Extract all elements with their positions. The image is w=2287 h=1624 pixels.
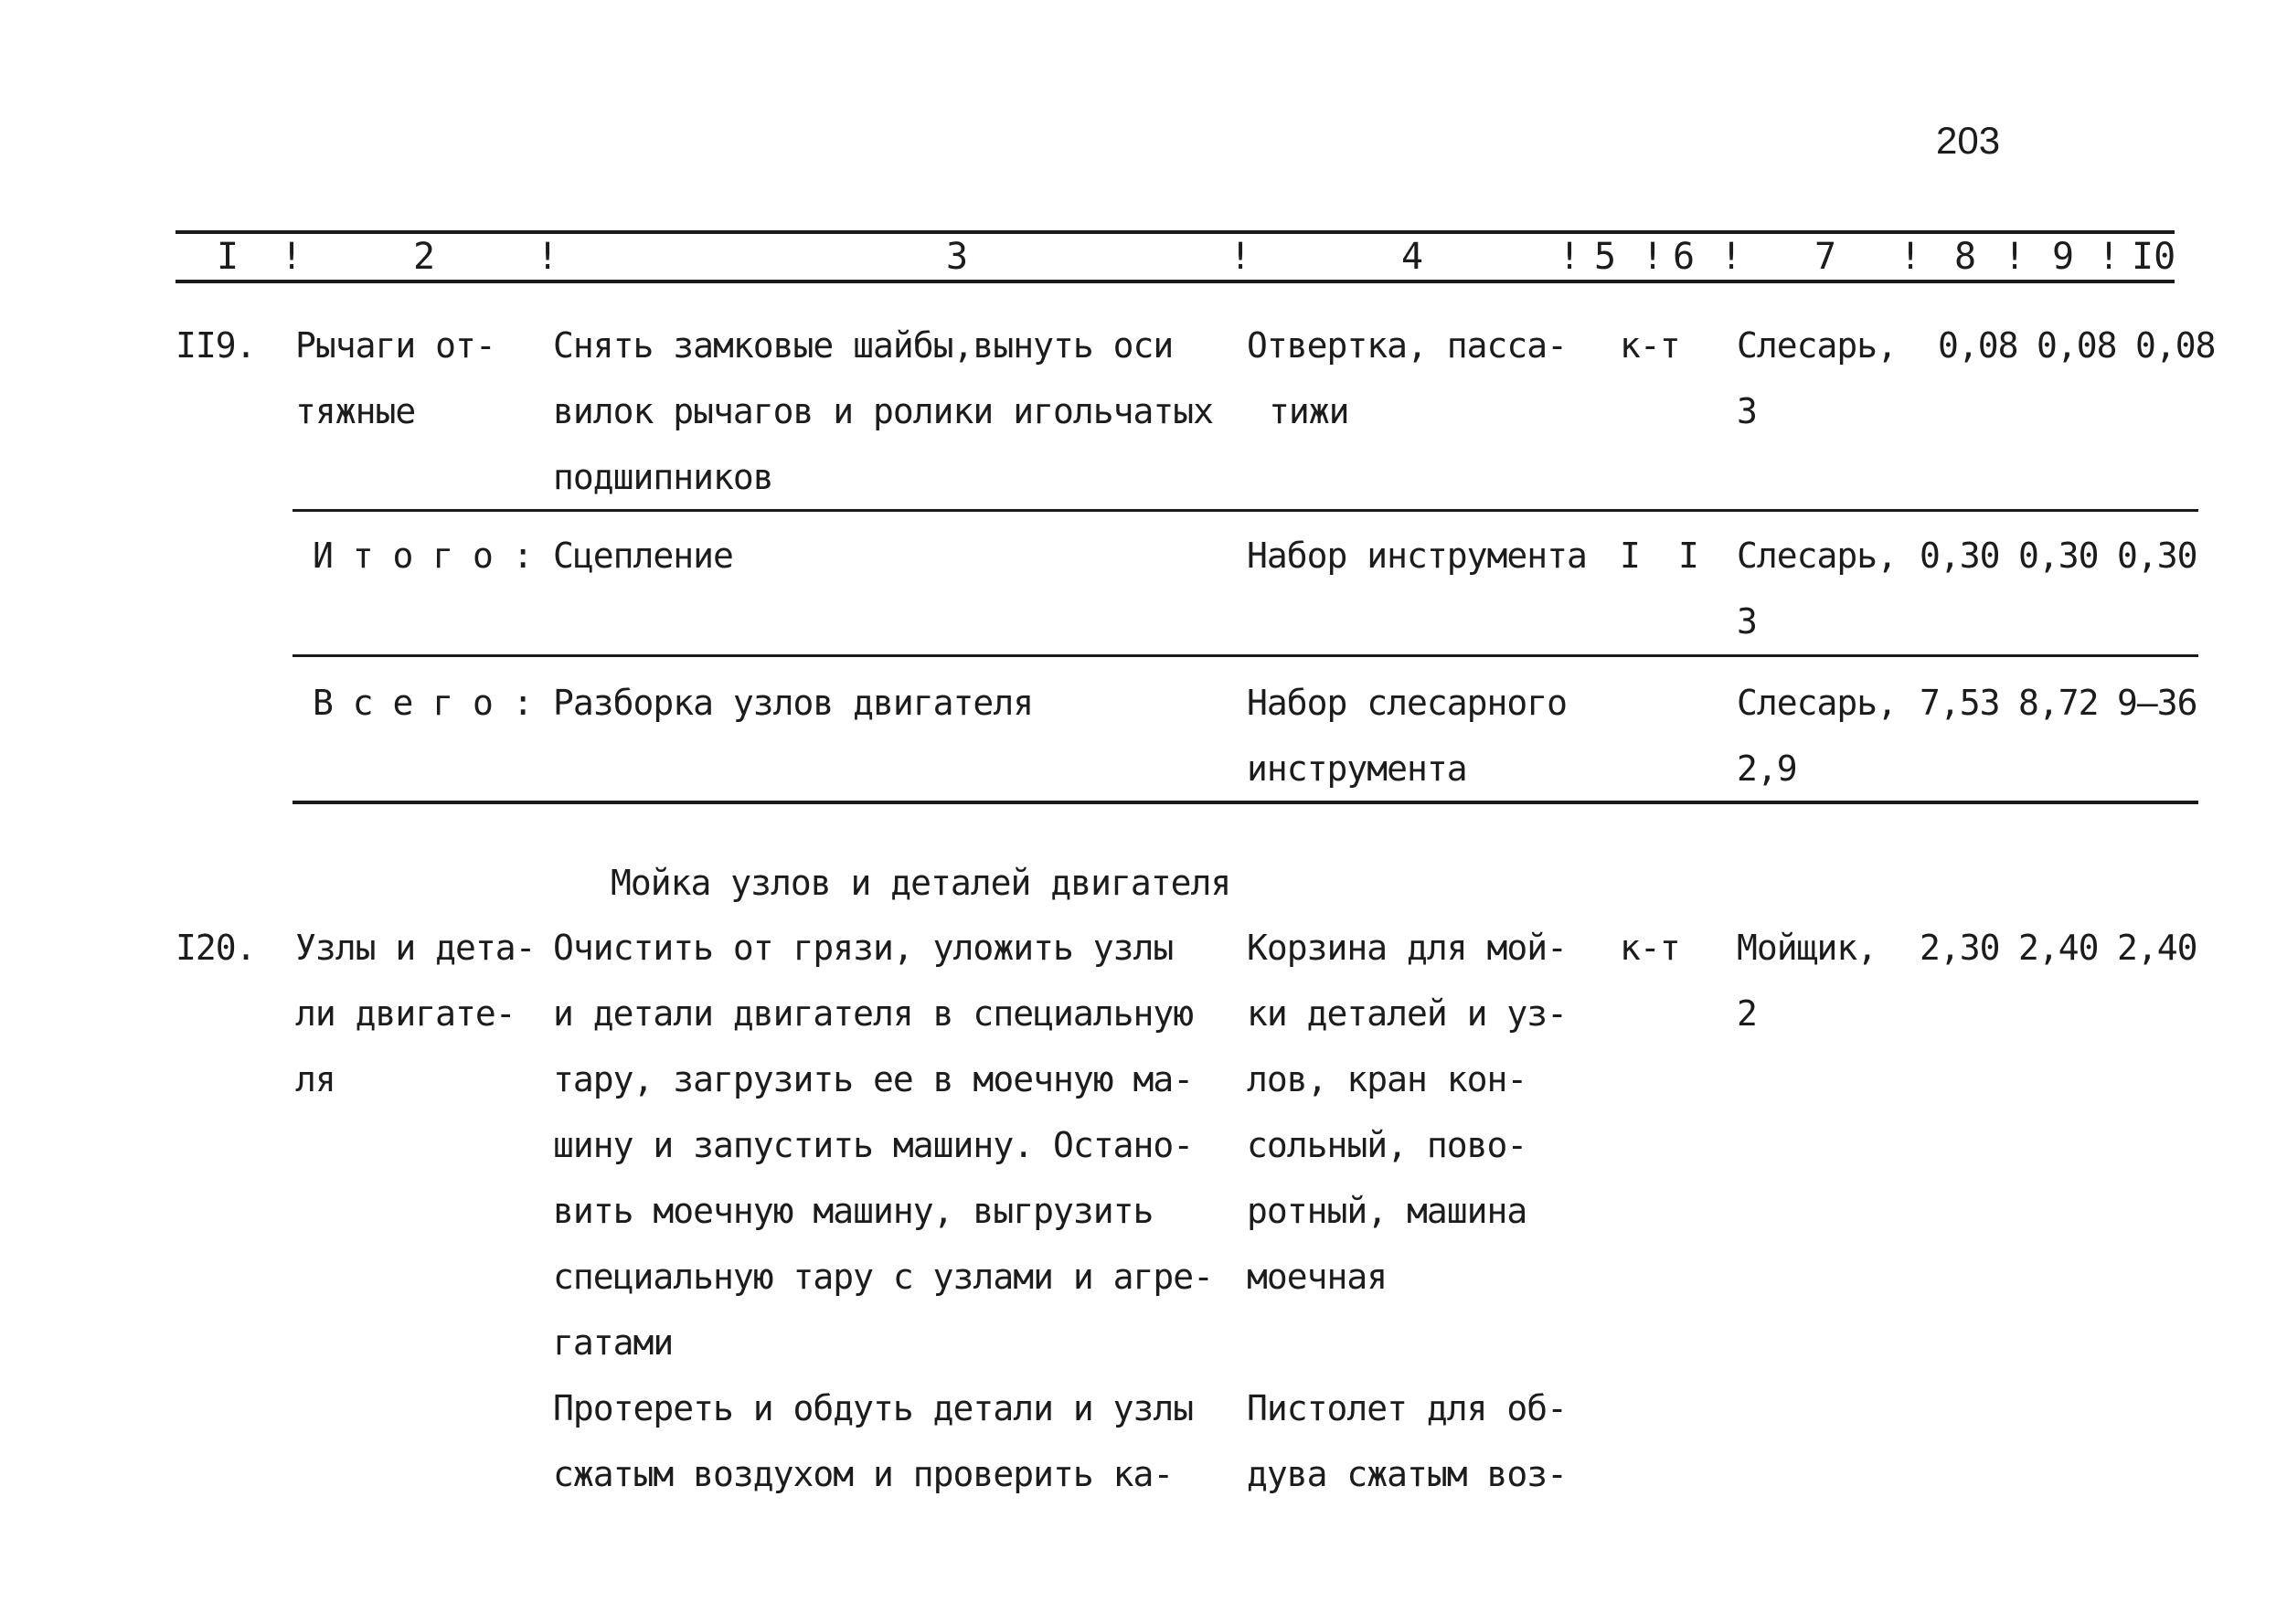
operation-text: вилок рычагов и ролики игольчатых [553, 391, 1213, 431]
total-worker: Слесарь, [1737, 536, 1898, 576]
grand-total-value-col-9: 8,72 [2018, 683, 2099, 723]
page-number: 203 [1936, 119, 2001, 162]
tool-text: дува сжатым воз- [1247, 1454, 1568, 1494]
header-sep: ! [1642, 236, 1665, 278]
total-col-5: I [1620, 536, 1640, 576]
header-sep: ! [1558, 236, 1581, 278]
tool-text: тижи [1269, 391, 1349, 431]
operation-text: Очистить от грязи, уложить узлы [553, 928, 1174, 968]
header-col-10: I0 [2132, 236, 2176, 278]
header-col-4: 4 [1401, 236, 1424, 278]
tool-text: Пистолет для об- [1247, 1388, 1568, 1428]
tool-text: моечная [1247, 1257, 1388, 1297]
grand-total-worker-grade: 2,9 [1737, 748, 1797, 789]
header-col-8: 8 [1954, 236, 1977, 278]
header-top-rule [176, 230, 2175, 234]
row-divider [293, 509, 2198, 512]
header-sep: ! [1720, 236, 1743, 278]
grand-total-tool: Набор слесарного [1247, 683, 1568, 723]
part-name: ля [295, 1059, 335, 1099]
total-worker-grade: 3 [1737, 601, 1757, 642]
grand-total-operation: Разборка узлов двигателя [553, 683, 1034, 723]
tool-text: сольный, пово- [1247, 1125, 1527, 1165]
operation-text: шину и запустить машину. Остано- [553, 1125, 1194, 1165]
value-col-8: 2,30 [1920, 928, 2000, 968]
total-value-col-9: 0,30 [2018, 536, 2099, 576]
header-sep: ! [1229, 236, 1252, 278]
operation-text: сжатым воздухом и проверить ка- [553, 1454, 1174, 1494]
worker-text: Мойщик, [1737, 928, 1877, 968]
total-tool: Набор инструмента [1247, 536, 1587, 576]
total-value-col-8: 0,30 [1920, 536, 2000, 576]
part-name: Рычаги от- [295, 325, 495, 366]
tool-text: ротный, машина [1247, 1191, 1527, 1231]
unit-text: к-т [1620, 325, 1680, 366]
grand-total-worker: Слесарь, [1737, 683, 1898, 723]
operation-text: и детали двигателя в специальную [553, 993, 1194, 1034]
section-title: Мойка узлов и деталей двигателя [611, 863, 1231, 903]
value-col-8: 0,08 [1938, 325, 2018, 366]
part-name: Узлы и дета- [295, 928, 536, 968]
section-bottom-rule [293, 801, 2198, 804]
worker-grade: 3 [1737, 391, 1757, 431]
row-divider [293, 654, 2198, 657]
tool-text: лов, кран кон- [1247, 1059, 1527, 1099]
unit-text: к-т [1620, 928, 1680, 968]
operation-text: вить моечную машину, выгрузить [553, 1191, 1154, 1231]
header-sep: ! [537, 236, 559, 278]
row-number: I20. [176, 928, 256, 968]
operation-text: тару, загрузить ее в моечную ма- [553, 1059, 1194, 1099]
operation-text: подшипников [553, 457, 773, 497]
tool-text: Отвертка, пасса- [1247, 325, 1568, 366]
header-col-9: 9 [2052, 236, 2075, 278]
worker-grade: 2 [1737, 993, 1757, 1034]
value-col-10: 0,08 [2135, 325, 2216, 366]
grand-total-value-col-8: 7,53 [1920, 683, 2000, 723]
total-operation: Сцепление [553, 536, 733, 576]
header-col-2: 2 [413, 236, 436, 278]
total-label: И т о г о : [313, 536, 533, 576]
header-col-1: I [217, 236, 239, 278]
header-col-7: 7 [1814, 236, 1837, 278]
part-name: ли двигате- [295, 993, 516, 1034]
total-col-6: I [1678, 536, 1698, 576]
operation-text: гатами [553, 1322, 674, 1363]
operation-text: специальную тару с узлами и агре- [553, 1257, 1213, 1297]
header-sep: ! [2098, 236, 2121, 278]
total-value-col-10: 0,30 [2117, 536, 2197, 576]
tool-text: ки деталей и уз- [1247, 993, 1568, 1034]
value-col-10: 2,40 [2117, 928, 2197, 968]
part-name: тяжные [295, 391, 416, 431]
header-col-5: 5 [1594, 236, 1617, 278]
header-sep: ! [1899, 236, 1922, 278]
tool-text: Корзина для мой- [1247, 928, 1568, 968]
value-col-9: 0,08 [2037, 325, 2117, 366]
grand-total-tool: инструмента [1247, 748, 1467, 789]
header-col-3: 3 [946, 236, 969, 278]
grand-total-value-col-10: 9–36 [2117, 683, 2197, 723]
operation-text: Протереть и обдуть детали и узлы [553, 1388, 1194, 1428]
header-sep: ! [2004, 236, 2026, 278]
value-col-9: 2,40 [2018, 928, 2099, 968]
header-sep: ! [281, 236, 303, 278]
operation-text: Снять замковые шайбы,вынуть оси [553, 325, 1174, 366]
header-bottom-rule [176, 280, 2175, 283]
header-col-6: 6 [1673, 236, 1696, 278]
grand-total-label: В с е г о : [313, 683, 533, 723]
worker-text: Слесарь, [1737, 325, 1898, 366]
row-number: II9. [176, 325, 256, 366]
